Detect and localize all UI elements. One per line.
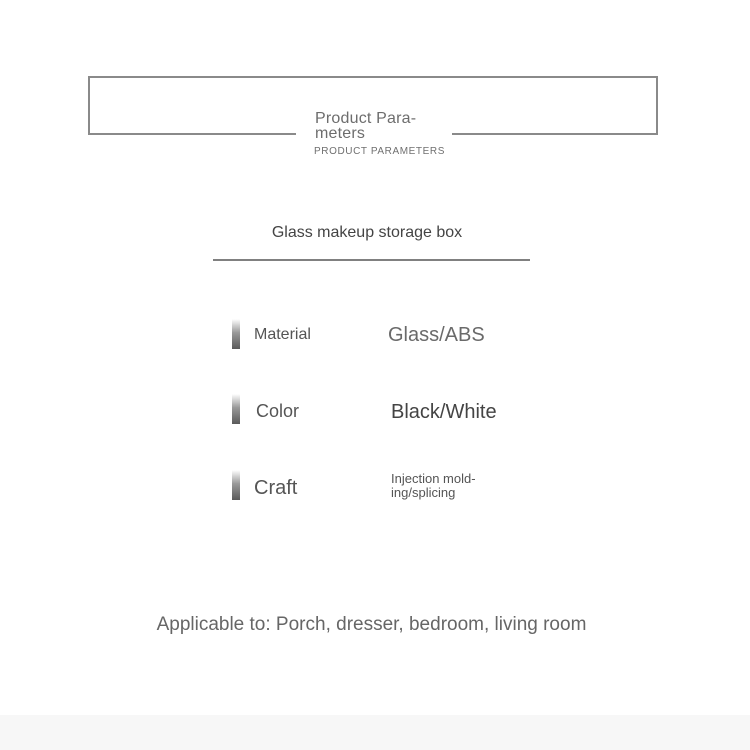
footer-band: [0, 715, 750, 750]
applicable-text: Applicable to: Porch, dresser, bedroom, living room: [156, 614, 587, 635]
product-name-underline: [213, 259, 530, 261]
param-value-craft-line2: ing/splicing: [391, 485, 456, 500]
param-value-craft-line1: Injection mold-: [391, 471, 476, 486]
section-title-line1: Product Para-: [315, 110, 417, 127]
param-row-craft: [232, 470, 532, 504]
param-row-color: [232, 394, 532, 428]
param-label-craft: Craft: [254, 477, 298, 499]
section-title: [315, 111, 445, 141]
param-value-material: Glass/ABS: [388, 324, 485, 346]
param-row-material: [232, 319, 532, 353]
param-bar-icon: [232, 394, 240, 424]
param-value-color: Black/White: [391, 401, 497, 423]
param-bar-icon: [232, 319, 240, 349]
product-name: Glass makeup storage box: [271, 224, 463, 241]
param-value-craft: [391, 472, 501, 500]
param-label-color: Color: [256, 401, 300, 421]
param-bar-icon: [232, 470, 240, 500]
param-label-material: Material: [254, 326, 311, 343]
section-title-line2: meters: [315, 125, 366, 142]
section-subtitle: PRODUCT PARAMETERS: [314, 146, 446, 157]
